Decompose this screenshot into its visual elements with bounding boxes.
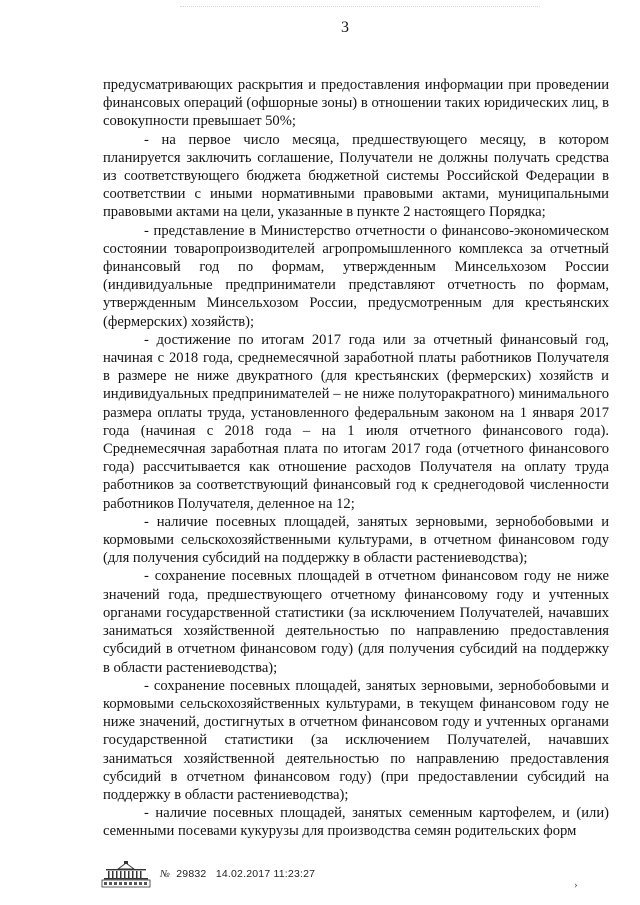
- ministry-stamp-logo-icon: [100, 860, 152, 888]
- document-number: 29832: [176, 868, 207, 880]
- document-body: [103, 76, 609, 841]
- document-footer: [100, 860, 400, 890]
- list-item-paragraph: - сохранение посевных площадей, занятых зерновыми, зернобобовыми и кормовыми сельскохозяйственных культурами, в текущем финансовом году не ниже значений, достигнутых в отчетном финансовом году и учтенных органами государственной статистики (за исключением Получателей, начавших заниматься хозяйственной деятельностью по направлению предоставления субсидий в отчетном финансовом году) (при предоставлении субсидий на поддержку в области растениеводства);: [103, 677, 609, 803]
- document-timestamp: 14.02.2017 11:23:27: [215, 868, 316, 880]
- list-item-paragraph: - наличие посевных площадей, занятых зерновыми, зернобобовыми и кормовыми сельскохозяйственными культурами, в отчетном финансовом году (для получения субсидий на поддержку в области растениеводства);: [103, 513, 609, 567]
- scan-corner-mark: ›: [574, 879, 578, 891]
- document-registration-id: [160, 868, 315, 880]
- scan-artifact-line: [180, 6, 540, 9]
- number-sign: №: [160, 869, 171, 880]
- list-item-paragraph: - сохранение посевных площадей в отчетном финансовом году не ниже значений года, предшествующего отчетному финансовому году и учтенных органами государственной статистики (за исключением Получателей, начавших заниматься хозяйственной деятельностью по направлению предоставления субсидий в отчетном финансовом году) (для получения субсидий на поддержку в области растениеводства);: [103, 568, 609, 676]
- list-item-paragraph: - на первое число месяца, предшествующего месяцу, в котором планируется заключить соглашение, Получатели не должны получать средства из соответствующего бюджета бюджетной системы Российской Федерации в соответствии с иными нормативными правовыми актами, муниципальными правовыми актами на цели, указанные в пункте 2 настоящего Порядка;: [103, 131, 609, 221]
- page-number: 3: [341, 19, 349, 36]
- paragraph-continuation: предусматривающих раскрытия и предоставления информации при проведении финансовых операций (офшорные зоны) в отношении таких юридических лиц, в совокупности превышает 50%;: [103, 77, 609, 130]
- list-item-paragraph: - представление в Министерство отчетности о финансово-экономическом состоянии товаропроизводителей агропромышленного комплекса за отчетный финансовый год по формам, утвержденным Минсельхозом России (индивидуальные предприниматели представляют отчетность по формам, утвержденным Минсельхозом России, предусмотренным для крестьянских (фермерских) хозяйств);: [103, 222, 609, 330]
- list-item-paragraph: - наличие посевных площадей, занятых семенным картофелем, и (или) семенными посевами кукурузы для производства семян родительских форм: [103, 805, 609, 840]
- list-item-paragraph: - достижение по итогам 2017 года или за отчетный финансовый год, начиная с 2018 года, среднемесячной заработной платы работников Получателя в размере не ниже двукратного (для крестьянских (фермерских) хозяйств и индивидуальных предпринимателей – не ниже полуторакратного) минимального размера оплаты труда, установленного федеральным законом на 1 января 2017 года (начиная с 2018 года – на 1 июля отчетного финансового года). Среднемесячная заработная плата по итогам 2017 года (отчетного финансового года) рассчитывается как отношение расходов Получателя на оплату труда работников за соответствующий финансовый год к среднегодовой численности работников Получателя, деленное на 12;: [103, 331, 609, 512]
